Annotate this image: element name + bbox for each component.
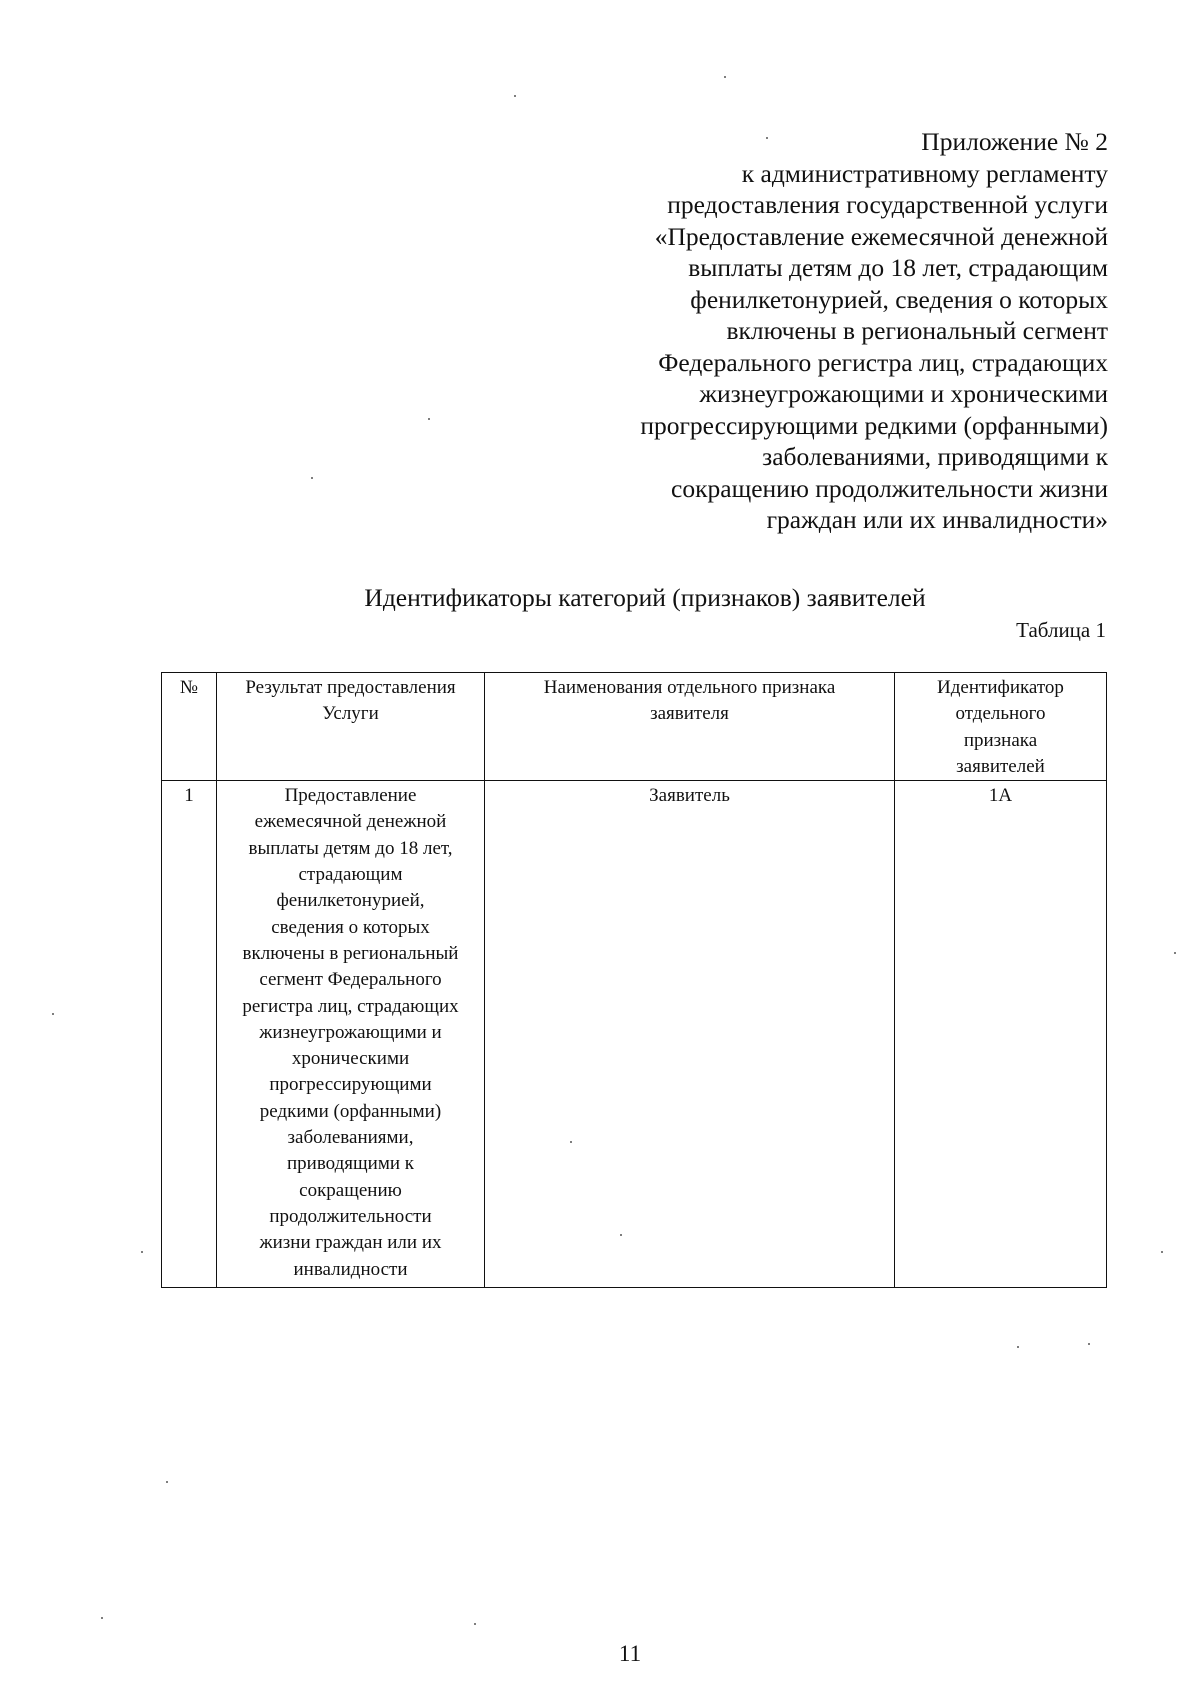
scan-speck	[570, 1141, 572, 1143]
row-number: 1	[184, 785, 194, 807]
result-line: сегмент Федерального	[259, 969, 442, 991]
scan-speck	[474, 1623, 476, 1625]
result-line: страдающим	[298, 864, 403, 886]
header-name	[485, 673, 895, 781]
scan-speck	[1174, 952, 1176, 954]
result-line: регистра лиц, страдающих	[242, 995, 459, 1017]
header-identifier	[895, 673, 1107, 781]
result-line: сокращению	[299, 1179, 402, 1201]
header-number-label: №	[179, 677, 199, 698]
header-name-line: заявителя	[650, 703, 729, 725]
scan-speck	[1088, 1343, 1090, 1345]
appendix-header	[488, 126, 1108, 536]
appendix-line: «Предоставление ежемесячной денежной	[654, 221, 1108, 251]
scan-speck	[1161, 1251, 1163, 1253]
scan-speck	[101, 1617, 103, 1619]
scan-speck	[1017, 1346, 1019, 1348]
header-result-line: Услуги	[322, 703, 379, 725]
scan-speck	[514, 95, 516, 97]
header-identifier-line: признака	[963, 729, 1038, 751]
appendix-line: включены в региональный сегмент	[726, 316, 1108, 345]
result-line: фенилкетонурией,	[276, 890, 425, 912]
result-line: включены в региональный	[242, 942, 459, 964]
scan-speck	[52, 1013, 54, 1015]
header-result-line: Результат предоставления	[245, 677, 456, 698]
scan-speck	[311, 477, 313, 479]
appendix-line: граждан или их инвалидности»	[766, 505, 1108, 534]
applicant-identifiers-table	[161, 672, 1107, 1288]
result-line: жизни граждан или их	[259, 1232, 442, 1254]
result-line: прогрессирующими	[269, 1074, 432, 1096]
scan-speck	[141, 1251, 143, 1253]
appendix-line: выплаты детям до 18 лет, страдающим	[688, 253, 1108, 282]
appendix-line: заболеваниями, приводящими к	[762, 442, 1108, 471]
result-line: сведения о которых	[271, 916, 430, 938]
header-number	[162, 673, 217, 781]
document-title: Идентификаторы категорий (признаков) заявителей	[364, 583, 926, 612]
header-result	[217, 673, 485, 781]
table-caption: Таблица 1	[1016, 618, 1106, 642]
result-line: редкими (орфанными)	[259, 1100, 442, 1122]
table-row	[162, 781, 1107, 1288]
table-header-row	[162, 673, 1107, 781]
cell-name	[485, 781, 895, 1288]
appendix-line: сокращению продолжительности жизни	[671, 473, 1108, 503]
appendix-line: к административному регламенту	[741, 158, 1108, 188]
scan-speck	[766, 137, 768, 139]
cell-result	[217, 781, 485, 1288]
result-line: инвалидности	[293, 1258, 408, 1280]
scan-speck	[724, 76, 726, 78]
result-line: выплаты детям до 18 лет,	[248, 837, 453, 859]
result-line: приводящими к	[286, 1153, 414, 1175]
applicant-name: Заявитель	[649, 785, 730, 807]
header-name-line: Наименования отдельного признака	[543, 677, 836, 698]
cell-identifier	[895, 781, 1107, 1288]
scan-speck	[428, 418, 430, 420]
result-line: продолжительности	[269, 1205, 432, 1227]
appendix-line: прогрессирующими редкими (орфанными)	[640, 410, 1108, 440]
scan-speck	[620, 1234, 622, 1236]
cell-number	[162, 781, 217, 1288]
applicant-identifier: 1А	[988, 785, 1013, 807]
header-identifier-line: заявителей	[956, 755, 1045, 777]
header-identifier-line: Идентификатор	[937, 677, 1064, 698]
scan-speck	[166, 1481, 168, 1483]
appendix-line: жизнеугрожающими и хроническими	[699, 379, 1108, 408]
appendix-line: фенилкетонурией, сведения о которых	[690, 284, 1108, 314]
header-identifier-line: отдельного	[955, 703, 1046, 725]
result-line: ежемесячной денежной	[254, 811, 447, 833]
result-line: жизнеугрожающими и	[259, 1021, 442, 1043]
result-line: заболеваниями,	[287, 1127, 414, 1149]
page-number: 11	[618, 1641, 642, 1666]
result-line: хроническими	[291, 1048, 410, 1070]
appendix-line: Федерального регистра лиц, страдающих	[658, 347, 1108, 377]
result-line: Предоставление	[284, 785, 417, 807]
appendix-line: предоставления государственной услуги	[667, 190, 1108, 219]
appendix-line: Приложение № 2	[921, 127, 1108, 156]
